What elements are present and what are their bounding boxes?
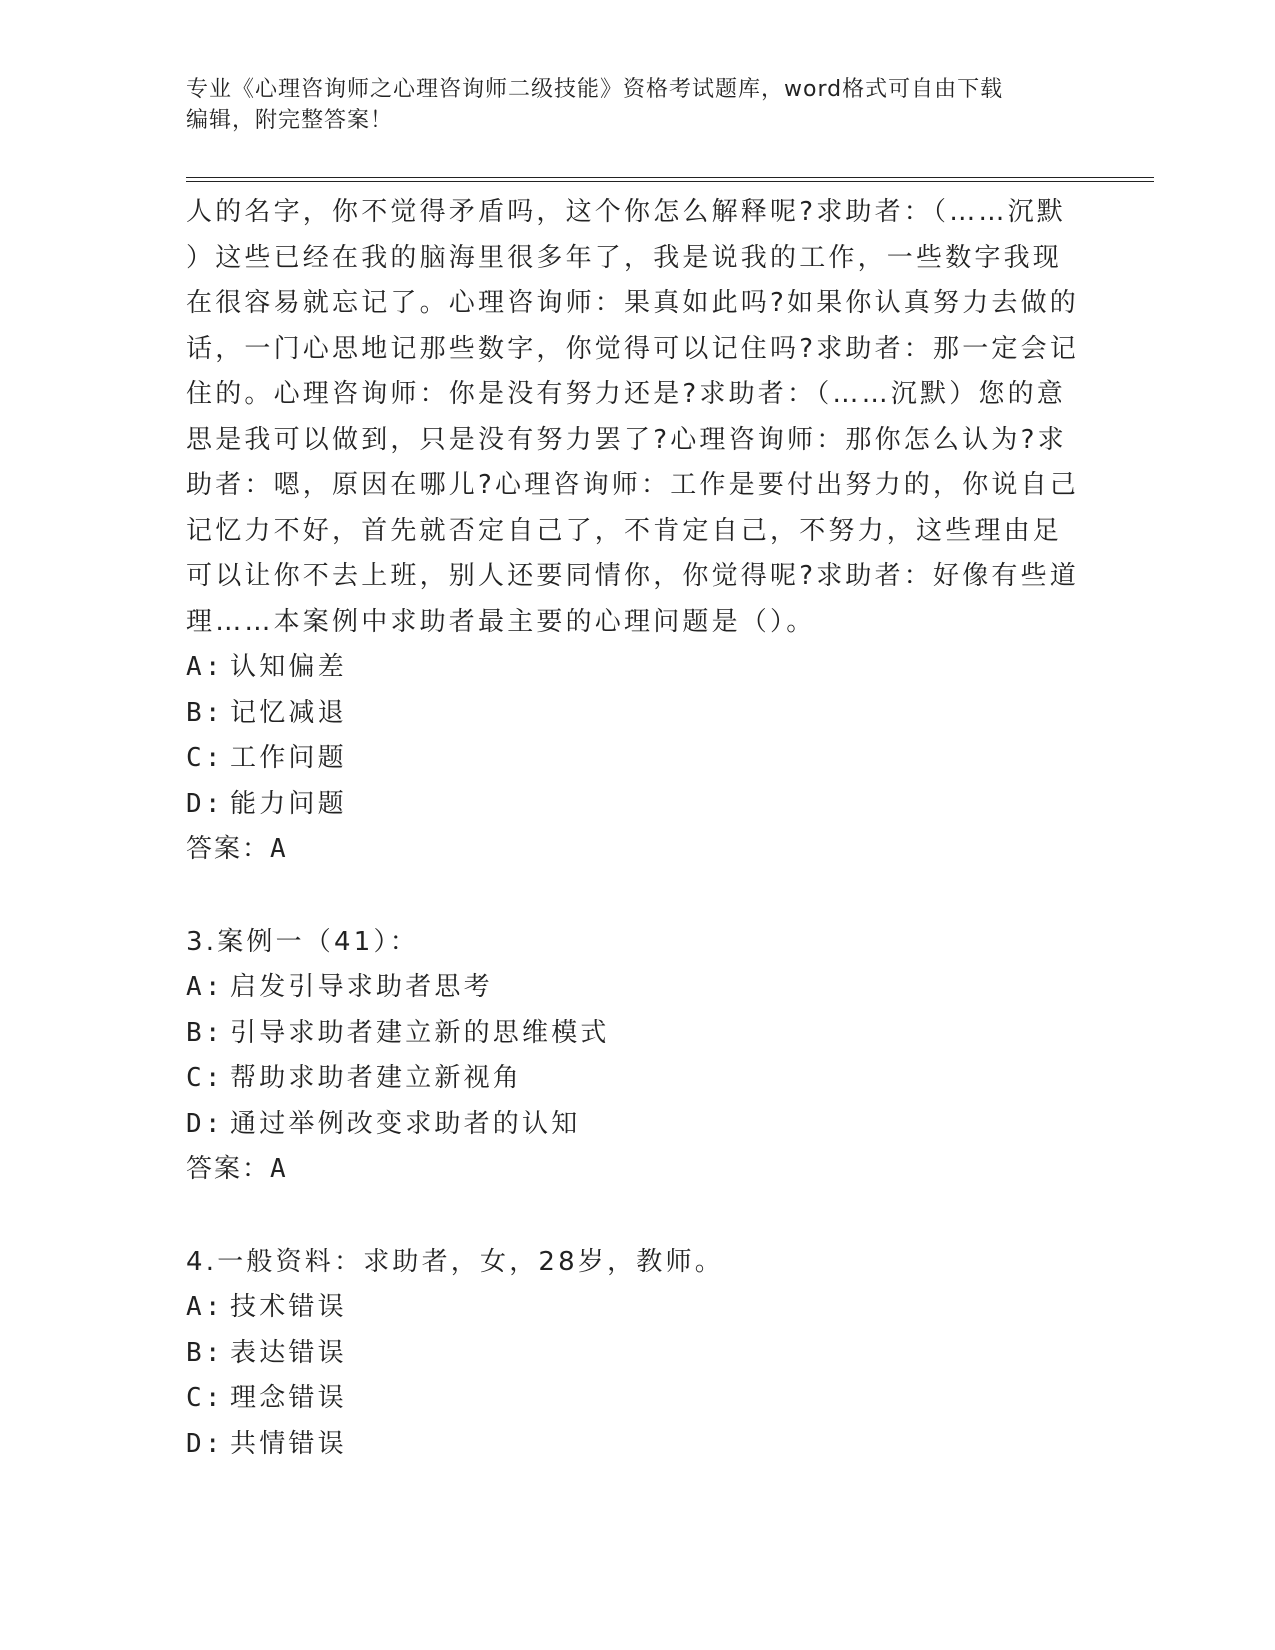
stem-line: 住的。心理咨询师：你是没有努力还是?求助者：（……沉默）您的意: [186, 379, 1067, 409]
option-b: [186, 691, 1086, 737]
option-d: [186, 1422, 1086, 1468]
question-3-title: 3.案例一（41）：: [186, 926, 419, 957]
option-text: 引导求助者建立新的思维模式: [230, 1017, 610, 1048]
option-letter: D:: [186, 788, 224, 819]
option-letter: B:: [186, 697, 224, 728]
option-letter: D:: [186, 1428, 224, 1459]
question-3-answer: [186, 1147, 1086, 1193]
stem-line: 话，一门心思地记那些数字，你觉得可以记住吗?求助者：那一定会记: [186, 333, 1080, 364]
option-text: 表达错误: [230, 1337, 347, 1368]
header-divider: [186, 177, 1154, 182]
answer-label: 答案：: [186, 834, 271, 864]
stem-line: 理……本案例中求助者最主要的心理问题是（）。: [186, 606, 816, 637]
option-c: [186, 736, 1086, 782]
option-letter: C:: [186, 1063, 224, 1093]
stem-line: 在很容易就忘记了。心理咨询师：果真如此吗?如果你认真努力去做的: [186, 288, 1080, 318]
option-d: [186, 782, 1086, 828]
option-c: [186, 1056, 1086, 1102]
page-header: [186, 74, 1066, 136]
answer-value: A: [270, 834, 288, 864]
header-line-2: 编辑，附完整答案！: [186, 108, 394, 133]
option-text: 启发引导求助者思考: [230, 972, 493, 1002]
option-letter: A:: [186, 972, 224, 1002]
option-letter: A:: [186, 1292, 224, 1322]
option-text: 共情错误: [230, 1428, 347, 1459]
option-letter: B:: [186, 1017, 224, 1048]
option-text: 认知偏差: [230, 652, 347, 682]
option-c: [186, 1376, 1086, 1422]
option-letter: C:: [186, 1383, 224, 1413]
spacer: [186, 873, 1086, 920]
spacer: [186, 1193, 1086, 1240]
option-text: 通过举例改变求助者的认知: [230, 1108, 581, 1139]
question-4-title: 4.一般资料：求助者，女，28岁，教师。: [186, 1246, 724, 1277]
stem-line: 记忆力不好，首先就否定自己了，不肯定自己，不努力，这些理由足: [186, 515, 1063, 546]
stem-line: 人的名字，你不觉得矛盾吗，这个你怎么解释呢?求助者：（……沉默: [186, 197, 1067, 227]
document-body: [186, 190, 1086, 1467]
question-2-options: [186, 645, 1086, 827]
question-3-options: [186, 965, 1086, 1147]
stem-line: 助者：嗯，原因在哪儿?心理咨询师：工作是要付出努力的，你说自己: [186, 470, 1080, 500]
option-letter: B:: [186, 1337, 224, 1368]
option-letter: A:: [186, 652, 224, 682]
option-letter: C:: [186, 743, 224, 773]
stem-line: 思是我可以做到，只是没有努力罢了?心理咨询师：那你怎么认为?求: [186, 424, 1067, 455]
option-text: 记忆减退: [230, 697, 347, 728]
option-a: [186, 1285, 1086, 1331]
option-a: [186, 965, 1086, 1011]
option-text: 理念错误: [230, 1383, 347, 1413]
option-text: 能力问题: [230, 788, 347, 819]
header-line-1: 专业《心理咨询师之心理咨询师二级技能》资格考试题库，word格式可自由下载: [186, 77, 1004, 102]
question-2-stem: [186, 190, 1086, 645]
answer-label: 答案：: [186, 1154, 271, 1184]
stem-line: 可以让你不去上班，别人还要同情你，你觉得呢?求助者：好像有些道: [186, 561, 1080, 591]
option-text: 帮助求助者建立新视角: [230, 1063, 523, 1093]
option-text: 工作问题: [230, 743, 347, 773]
answer-value: A: [270, 1154, 288, 1184]
stem-line: ）这些已经在我的脑海里很多年了，我是说我的工作，一些数字我现: [186, 242, 1063, 273]
option-d: [186, 1102, 1086, 1148]
question-2-answer: [186, 827, 1086, 873]
option-text: 技术错误: [230, 1292, 347, 1322]
option-letter: D:: [186, 1108, 224, 1139]
option-a: [186, 645, 1086, 691]
question-4-options: [186, 1285, 1086, 1467]
option-b: [186, 1331, 1086, 1377]
option-b: [186, 1011, 1086, 1057]
